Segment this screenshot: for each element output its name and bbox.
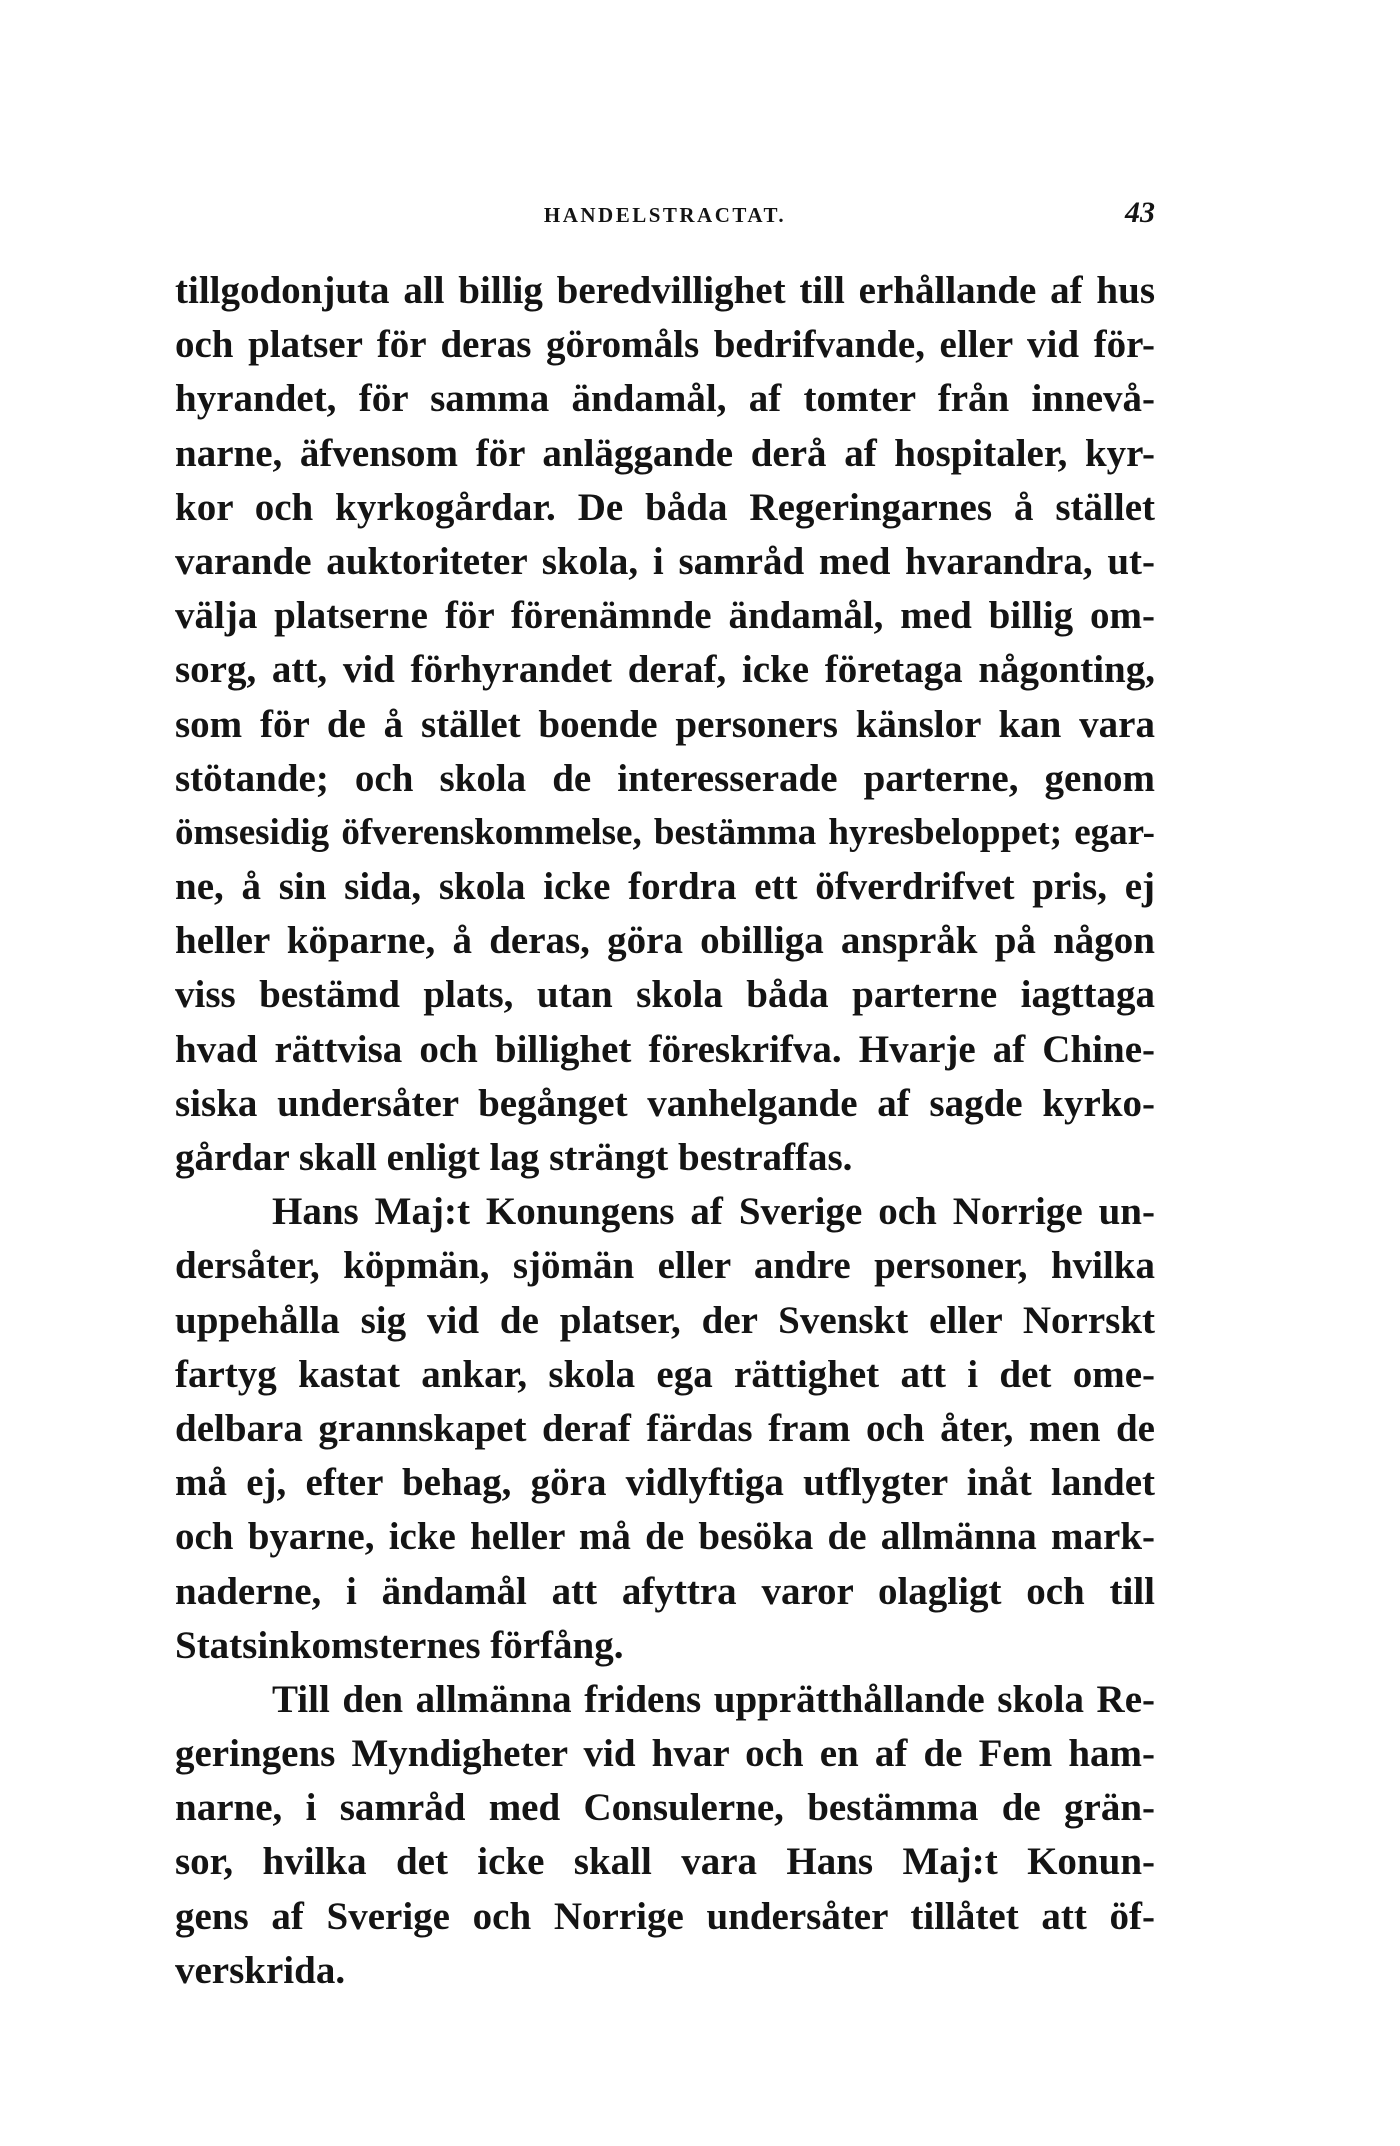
text-line: narne, i samråd med Consulerne, bestämma de grän- — [175, 1786, 1155, 1830]
text-line: dersåter, köpmän, sjömän eller andre personer, hvilka — [175, 1244, 1155, 1288]
body-text — [175, 264, 1155, 1998]
text-line: ömsesidig öfverenskommelse, bestämma hyresbeloppet; egar- — [175, 811, 1155, 853]
text-line: Statsinkomsternes förfång. — [175, 1623, 624, 1667]
page-number: 43 — [1125, 196, 1155, 229]
text-line: hvad rättvisa och billighet föreskrifva. Hvarje af Chine- — [175, 1027, 1155, 1071]
text-line: hyrandet, för samma ändamål, af tomter från innevå- — [175, 377, 1155, 421]
running-head: HANDELSTRACTAT. — [543, 203, 787, 227]
text-line: siska undersåter begånget vanhelgande af sagde kyrko- — [175, 1081, 1155, 1125]
text-line: heller köparne, å deras, göra obilliga anspråk på någon — [175, 919, 1155, 963]
text-line: gårdar skall enligt lag strängt bestraffas. — [175, 1136, 853, 1179]
text-line: viss bestämd plats, utan skola båda parterne iagttaga — [175, 973, 1155, 1017]
text-line: kor och kyrkogårdar. De båda Regeringarnes å stället — [175, 485, 1155, 529]
text-line: och platser för deras göromåls bedrifvande, eller vid för- — [175, 323, 1155, 367]
text-line: verskrida. — [175, 1948, 346, 1992]
text-line: Till den allmänna fridens upprätthållande skola Re- — [272, 1677, 1155, 1721]
text-line: sor, hvilka det icke skall vara Hans Maj:t Konun- — [175, 1840, 1155, 1884]
text-line: Hans Maj:t Konungens af Sverige och Norrige un- — [272, 1190, 1155, 1234]
text-line: och byarne, icke heller må de besöka de allmänna mark- — [175, 1515, 1155, 1559]
text-line: uppehålla sig vid de platser, der Svenskt eller Norrskt — [175, 1298, 1155, 1342]
text-line: geringens Myndigheter vid hvar och en af de Fem ham- — [175, 1732, 1155, 1776]
text-line: som för de å stället boende personers känslor kan vara — [175, 702, 1155, 746]
text-line: delbara grannskapet deraf färdas fram och åter, men de — [175, 1406, 1155, 1450]
text-line: välja platserne för förenämnde ändamål, med billig om- — [175, 594, 1155, 638]
text-line: varande auktoriteter skola, i samråd med hvarandra, ut- — [175, 539, 1155, 583]
text-line: gens af Sverige och Norrige undersåter tillåtet att öf- — [175, 1894, 1155, 1938]
page-header — [175, 198, 1155, 232]
text-line: må ej, efter behag, göra vidlyftiga utflygter inåt landet — [175, 1461, 1155, 1505]
text-line: stötande; och skola de interesserade parterne, genom — [175, 756, 1155, 800]
text-line: naderne, i ändamål att afyttra varor olagligt och till — [175, 1569, 1155, 1613]
text-line: tillgodonjuta all billig beredvillighet till erhållande af hus — [175, 269, 1155, 312]
text-line: narne, äfvensom för anläggande derå af hospitaler, kyr- — [175, 431, 1155, 475]
text-line: ne, å sin sida, skola icke fordra ett öfverdrifvet pris, ej — [175, 865, 1155, 909]
text-line: fartyg kastat ankar, skola ega rättighet att i det ome- — [175, 1352, 1155, 1396]
text-line: sorg, att, vid förhyrandet deraf, icke företaga någonting, — [175, 648, 1155, 692]
